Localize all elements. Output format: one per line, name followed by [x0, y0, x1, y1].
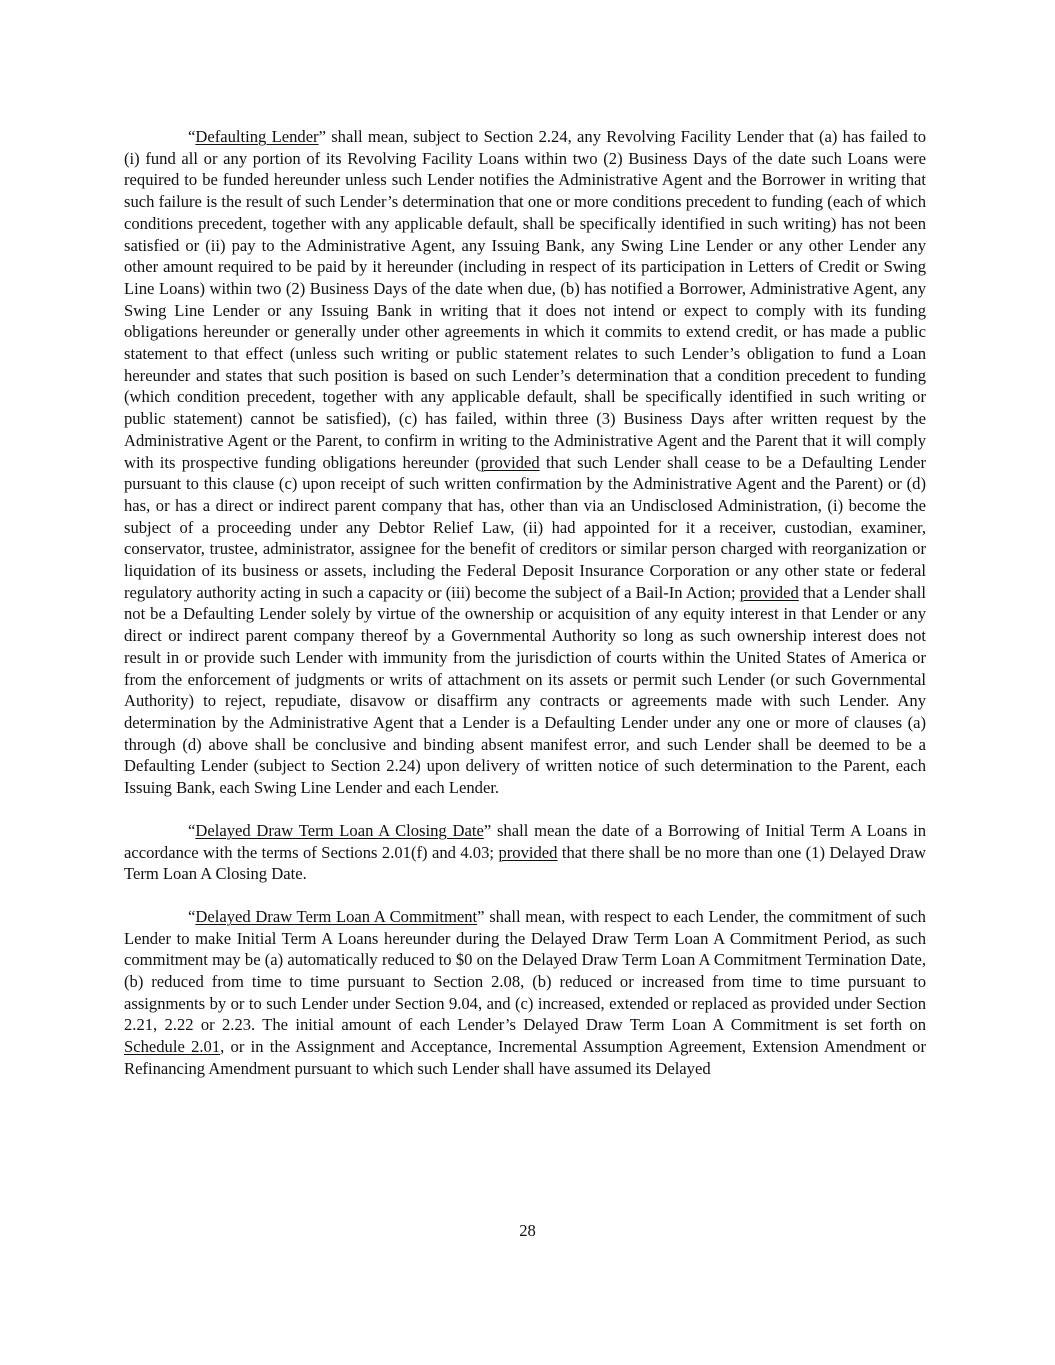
- schedule-reference: Schedule 2.01: [124, 1037, 221, 1057]
- page-number: 28: [519, 1221, 536, 1240]
- text-span: ” shall mean, with respect to each Lender, the commitment of such Lender to make Initial Term A Loans hereunder during the Delayed Draw Term Loan A Commitment Period, as such commitment may be (a) automatically reduced to $0 on the Delayed Draw Term Loan A Commitment Termination Date, (b) reduced from time to time pursuant to Section 2.08, (b) reduced or increased from time to time pursuant to assignments by or to such Lender under Section 9.04, and (c) increased, extended or replaced as provided under Section 2.21, 2.22 or 2.23. The initial amount of each Lender’s Delayed Draw Term Loan A Commitment is set forth on: [124, 906, 926, 1035]
- text-span: “: [188, 906, 196, 926]
- defined-term: Defaulting Lender: [195, 127, 319, 146]
- definition-defaulting-lender: [124, 126, 926, 799]
- text-span: “: [188, 820, 196, 840]
- defined-term: Delayed Draw Term Loan A Commitment: [195, 906, 478, 926]
- text-span: “: [188, 127, 196, 146]
- text-span: that a Lender shall not be a Defaulting Lender solely by virtue of the ownership or acquisition of any equity interest in that Lender or any direct or indirect parent company thereof by a Governmental Authority so long as such ownership interest does not result in or provide such Lender with immunity from the jurisdiction of courts within the United States of America or from the enforcement of judgments or writs of attachment on its assets or permit such Lender (or such Governmental Authority) to reject, repudiate, disavow or disaffirm any contracts or agreements made with such Lender. Any determination by the Administrative Agent that a Lender is a Defaulting Lender under any one or more of clauses (a) through (d) above shall be conclusive and binding absent manifest error, and such Lender shall be deemed to be a Defaulting Lender (subject to Section 2.24) upon delivery of written notice of such determination to the Parent, each Issuing Bank, each Swing Line Lender and each Lender.: [124, 582, 926, 798]
- text-span: ” shall mean the date of a Borrowing of Initial Term A Loans in accordance with the terms of Sections 2.01(f) and 4.03;: [124, 820, 927, 862]
- text-span: , or in the Assignment and Acceptance, Incremental Assumption Agreement, Extension Amendment or Refinancing Amendment pursuant to which such Lender shall have assumed its Delayed: [124, 1037, 927, 1078]
- document-body: [124, 126, 926, 1080]
- definition-delayed-draw-closing-date: [124, 820, 926, 885]
- text-span: ” shall mean, subject to Section 2.24, any Revolving Facility Lender that (a) has failed to (i) fund all or any portion of its Revolving Facility Loans within two (2) Business Days of the date such Loans were required to be funded hereunder unless such Lender notifies the Administrative Agent and the Borrower in writing that such failure is the result of such Lender’s determination that one or more conditions precedent to funding (each of which conditions precedent, together with any applicable default, shall be specifically identified in such writing) has not been satisfied or (ii) pay to the Administrative Agent, any Issuing Bank, any Swing Line Lender or any other Lender any other amount required to be paid by it hereunder (including in respect of its participation in Letters of Credit or Swing Line Loans) within two (2) Business Days of the date when due, (b) has notified a Borrower, Administrative Agent, any Swing Line Lender or any Issuing Bank in writing that it does not intend or expect to comply with its funding obligations hereunder or generally under other agreements in which it commits to extend credit, or has made a public statement to that effect (unless such writing or public statement relates to such Lender’s obligation to fund a Loan hereunder and states that such position is based on such Lender’s determination that a condition precedent to funding (which condition precedent, together with any applicable default, shall be specifically identified in such writing or public statement) cannot be satisfied), (c) has failed, within three (3) Business Days after written request by the Administrative Agent or the Parent, to confirm in writing to the Administrative Agent and the Parent that it will comply with its prospective funding obligations hereunder (: [124, 127, 926, 472]
- provided-term: provided: [498, 842, 558, 862]
- provided-term: provided: [480, 452, 540, 472]
- definition-delayed-draw-commitment: [124, 906, 926, 1080]
- provided-term: provided: [739, 582, 799, 602]
- defined-term: Delayed Draw Term Loan A Closing Date: [195, 820, 484, 840]
- text-span: that such Lender shall cease to be a Defaulting Lender pursuant to this clause (c) upon receipt of such written confirmation by the Administrative Agent and the Parent) or (d) has, or has a direct or indirect parent company that has, other than via an Undisclosed Administration, (i) become the subject of a proceeding under any Debtor Relief Law, (ii) had appointed for it a receiver, custodian, examiner, conservator, trustee, administrator, assignee for the benefit of creditors or similar person charged with reorganization or liquidation of its business or assets, including the Federal Deposit Insurance Corporation or any other state or federal regulatory authority acting in such a capacity or (iii) become the subject of a Bail-In Action;: [124, 452, 926, 602]
- text-span: that there shall be no more than one (1) Delayed Draw Term Loan A Closing Date.: [124, 842, 926, 884]
